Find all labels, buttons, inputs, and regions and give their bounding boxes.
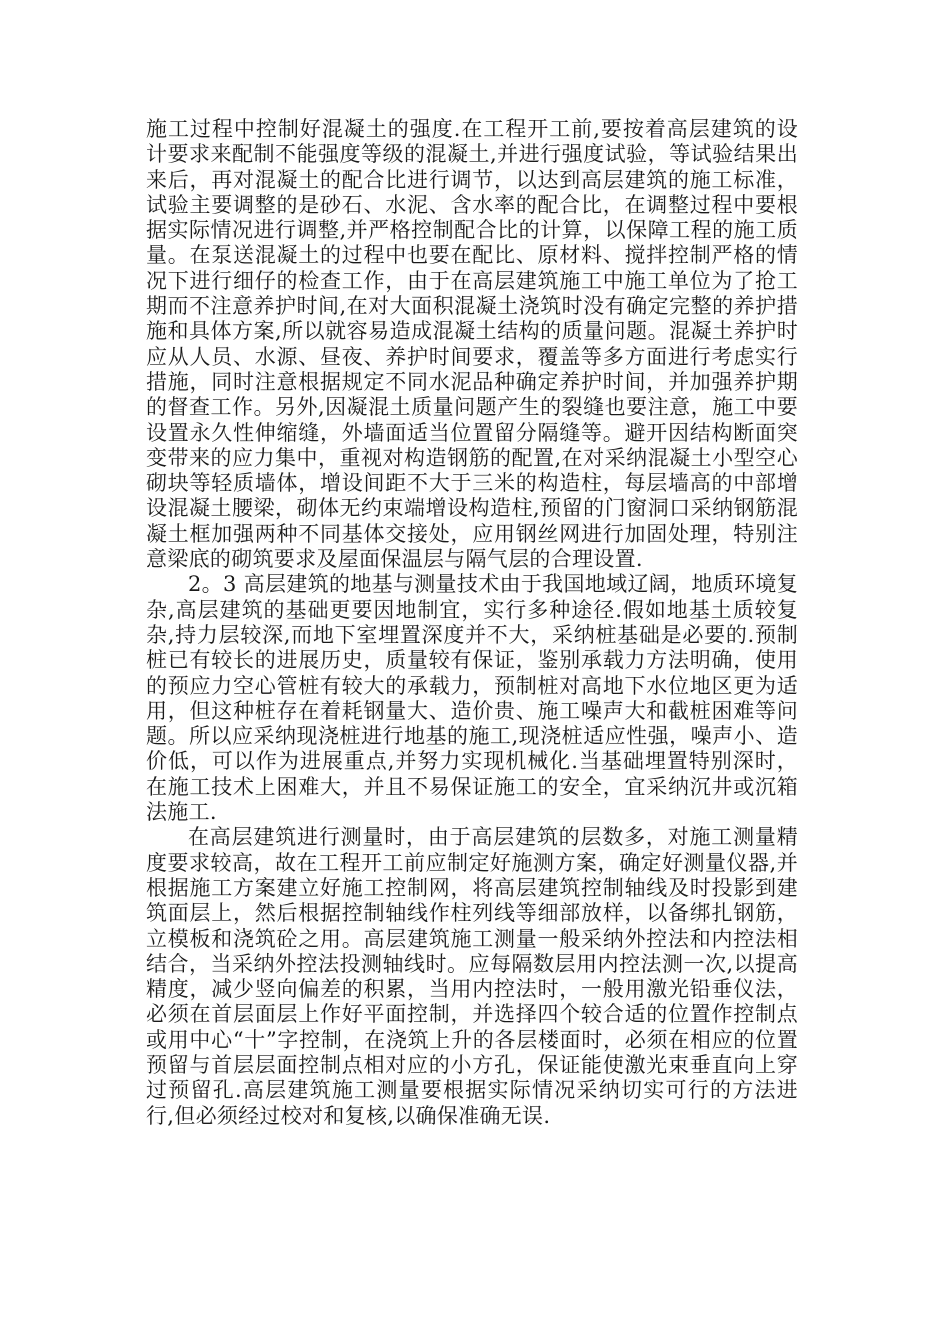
paragraph-measurement: 在高层建筑进行测量时，由于高层建筑的层数多，对施工测量精度要求较高，故在工程开工前应制定好施测方案，确定好测量仪器,并根据施工方案建立好施工控制网，将高层建筑控制轴线及时投影到建筑面层上，然后根据控制轴线作柱列线等细部放样，以备绑扎钢筋，立模板和浇筑砼之用。高层建筑施工测量一般采纳外控法和内控法相结合，当采纳外控法投测轴线时。应每隔数层用内控法测一次,以提高精度，减少竖向偏差的积累，当用内控法时，一般用激光铅垂仪法，必须在首层面层上作好平面控制，并选择四个较合适的位置作控制点或用中心“十”字控制，在浇筑上升的各层楼面时，必须在相应的位置预留与首层层面控制点相对应的小方孔，保证能使激光束垂直向上穿过预留孔.高层建筑施工测量要根据实际情况采纳切实可行的方法进行,但必须经过校对和复核,以确保准确无误. — [146, 825, 798, 1128]
document-body — [146, 117, 798, 1129]
paragraph-concrete-strength: 施工过程中控制好混凝土的强度.在工程开工前,要按着高层建筑的设计要求来配制不能强度等级的混凝土,并进行强度试验，等试验结果出来后，再对混凝土的配合比进行调节，以达到高层建筑的施工标准，试验主要调整的是砂石、水泥、含水率的配合比，在调整过程中要根据实际情况进行调整,并严格控制配合比的计算，以保障工程的施工质量。在泵送混凝土的过程中也要在配比、原材料、搅拌控制严格的情况下进行细仔的检查工作，由于在高层建筑施工中施工单位为了抢工期而不注意养护时间,在对大面积混凝土浇筑时没有确定完整的养护措施和具体方案,所以就容易造成混凝土结构的质量问题。混凝土养护时应从人员、水源、昼夜、养护时间要求，覆盖等多方面进行考虑实行措施，同时注意根据规定不同水泥品种确定养护时间，并加强养护期的督查工作。另外,因凝混土质量问题产生的裂缝也要注意，施工中要设置永久性伸缩缝，外墙面适当位置留分隔缝等。避开因结构断面突变带来的应力集中，重视对构造钢筋的配置,在对采纳混凝土小型空心砌块等轻质墙体，增设间距不大于三米的构造柱，每层墙高的中部增设混凝土腰梁，砌体无约束端增设构造柱,预留的门窗洞口采纳钢筋混凝土框加强两种不同基体交接处，应用钢丝网进行加固处理，特别注意梁底的砌筑要求及屋面保温层与隔气层的合理设置. — [146, 117, 798, 572]
paragraph-foundation-survey: 2。3 高层建筑的地基与测量技术由于我国地域辽阔，地质环境复杂,高层建筑的基础更要因地制宜，实行多种途径.假如地基土质较复杂,持力层较深,而地下室埋置深度并不大，采纳桩基础是必要的.预制桩已有较长的进展历史，质量较有保证，鉴别承载力方法明确，使用的预应力空心管桩有较大的承载力，预制桩对高地下水位地区更为适用，但这种桩存在着耗钢量大、造价贵、施工噪声大和截桩困难等问题。所以应采纳现浇桩进行地基的施工,现浇桩适应性强，噪声小、造价低，可以作为进展重点,并努力实现机械化.当基础埋置特别深时，在施工技术上困难大，并且不易保证施工的安全，宜采纳沉井或沉箱法施工. — [146, 572, 798, 825]
